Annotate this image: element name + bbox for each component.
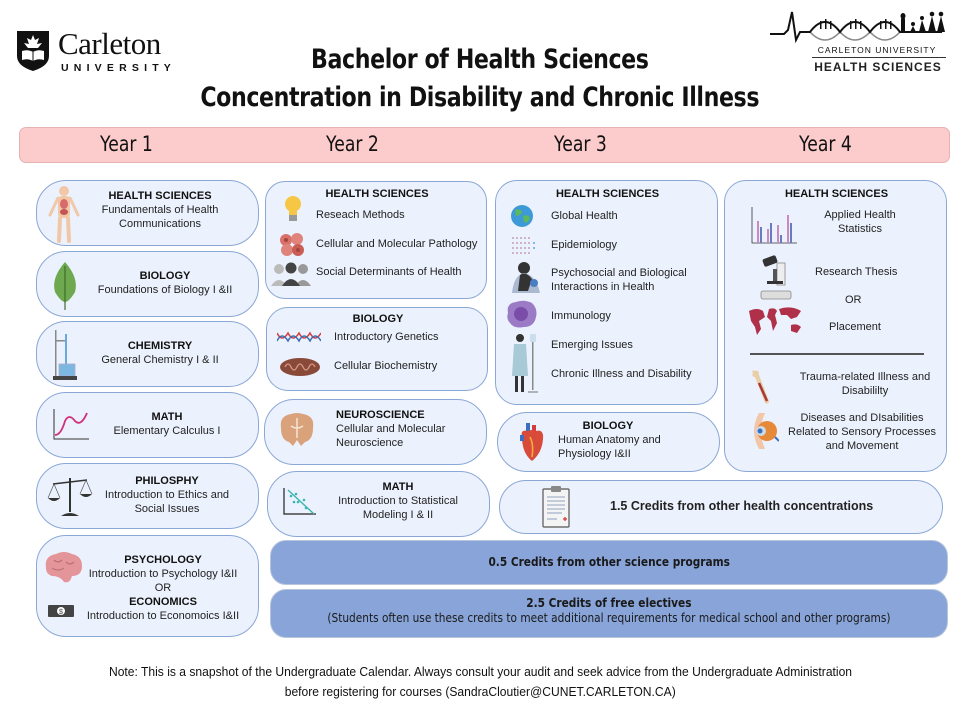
epidemiology-dots-icon (510, 235, 538, 257)
credits-box-science-programs (270, 540, 948, 585)
credits-box-free-electives (270, 589, 948, 638)
year-3-label: Year 3 (554, 132, 607, 156)
subject-label: HEALTH SCIENCES (108, 190, 212, 202)
page-subtitle: Concentration in Disability and Chronic Illness (200, 82, 760, 113)
course-name: Interactions in Health (551, 281, 655, 293)
course-name: Epidemiology (551, 239, 618, 251)
or-label: OR (845, 294, 862, 306)
eye-icon (749, 411, 779, 451)
subject-label: MATH (382, 481, 414, 493)
brain-section-icon (277, 412, 317, 448)
course-name: Physiology I&II (558, 448, 631, 460)
course-name: General Chemistry I & II (101, 354, 219, 366)
subject-label: PSYCHOLOGY (124, 554, 202, 566)
course-name: Introduction to Economoics I&II (86, 610, 240, 622)
money-icon (47, 604, 75, 618)
subject-label: HEALTH SCIENCES (325, 188, 429, 200)
year-4-label: Year 4 (799, 132, 852, 156)
logo-health-sciences-text: HEALTH SCIENCES (814, 60, 942, 74)
course-name: Applied Health (824, 209, 896, 221)
course-name: Modeling I & II (362, 509, 434, 521)
course-name: Chronic Illness and Disability (551, 368, 692, 380)
course-box-ethics (36, 463, 259, 529)
logo-university-text: CARLETON UNIVERSITY (817, 45, 937, 55)
subject-label: BIOLOGY (352, 313, 404, 325)
lightbulb-icon (284, 195, 302, 227)
course-box-year2-health-sciences (265, 181, 487, 299)
course-name: Human Anatomy and (558, 434, 661, 446)
course-box-year3-health-sciences (495, 180, 718, 405)
footer-note (0, 662, 960, 702)
course-box-biology-foundations (36, 251, 259, 317)
course-name: Global Health (551, 210, 618, 222)
course-name: Diseases and DIsabilities (800, 412, 924, 424)
course-box-neuroscience (264, 399, 487, 465)
brain-icon (42, 550, 84, 586)
course-name: Trauma-related Illness and (799, 371, 931, 383)
world-map-icon (747, 305, 803, 337)
subject-label: MATH (151, 411, 183, 423)
people-icon (270, 262, 312, 286)
globe-icon (510, 204, 534, 228)
subject-label: BIOLOGY (582, 420, 634, 432)
mother-child-icon (510, 261, 544, 293)
beaker-icon (51, 328, 79, 382)
course-box-anatomy-physiology (497, 412, 720, 472)
or-label: OR (154, 582, 172, 594)
bone-icon (749, 369, 773, 405)
page-title: Bachelor of Health Sciences (311, 44, 649, 75)
course-box-year4-health-sciences (724, 180, 947, 472)
course-box-calculus (36, 392, 259, 458)
course-name: Introduction to Psychology I&II (88, 568, 238, 580)
year-header-bar (19, 127, 950, 163)
subject-label: NEUROSCIENCE (336, 409, 425, 421)
subject-label: CHEMISTRY (127, 340, 193, 352)
human-anatomy-icon (47, 185, 81, 243)
clipboard-icon (542, 485, 570, 529)
course-name: Neuroscience (336, 437, 404, 449)
heart-icon (518, 423, 546, 463)
credits-label: 1.5 Credits from other health concentrations (610, 499, 874, 513)
graph-icon (51, 407, 91, 445)
course-name: Elementary Calculus I (113, 425, 221, 437)
course-name: Immunology (551, 310, 611, 322)
cells-icon (278, 232, 306, 258)
scatter-plot-icon (282, 486, 318, 520)
course-box-year2-biology (266, 307, 488, 391)
course-name: Social Issues (134, 503, 200, 515)
course-name: Cellular and Molecular (336, 423, 446, 435)
course-name: Psychosocial and Biological (551, 267, 687, 279)
mitochondria-icon (279, 357, 321, 377)
course-name: Communications (119, 218, 201, 230)
course-name: Statistics (837, 223, 882, 235)
course-name: Emerging Issues (551, 339, 633, 351)
course-name: Disabililty (841, 385, 889, 397)
divider (750, 353, 924, 355)
course-name: Placement (829, 321, 881, 333)
credits-note: (Students often use these credits to meet additional requirements for medical school and other programs) (327, 611, 891, 625)
course-name: Cellular Biochemistry (334, 360, 438, 372)
subject-label: PHILOSPHY (135, 475, 199, 487)
credits-box-health-concentrations (499, 480, 943, 534)
dna-icon (277, 331, 321, 343)
note-line-2: before registering for courses (SandraCloutier@CUNET.CARLETON.CA) (284, 684, 676, 699)
course-name: Reseach Methods (316, 209, 405, 221)
course-name: Introduction to Ethics and (104, 489, 230, 501)
year-1-label: Year 1 (100, 132, 153, 156)
logo-name: Carleton (58, 26, 161, 61)
subject-label: HEALTH SCIENCES (784, 188, 889, 200)
course-name: Research Thesis (815, 266, 898, 278)
bar-chart-icon (749, 205, 799, 249)
course-name: Introductory Genetics (334, 331, 439, 343)
heartbeat-dna-icon (770, 8, 950, 44)
course-name: and Movement (825, 440, 899, 452)
course-box-statistical-modeling (267, 471, 490, 537)
credits-label: 0.5 Credits from other science programs (488, 555, 730, 569)
svg-text:$: $ (59, 609, 63, 616)
course-name: Cellular and Molecular Pathology (316, 238, 478, 250)
subject-label: HEALTH SCIENCES (555, 188, 660, 200)
course-name: Social Determinants of Health (316, 266, 462, 278)
course-name: Foundations of Biology I &II (97, 284, 233, 296)
course-box-health-communications (36, 180, 259, 246)
logo-subtitle: UNIVERSITY (61, 62, 177, 74)
patient-iv-icon (510, 332, 540, 396)
course-name: Fundamentals of Health (101, 204, 219, 216)
credits-label: 2.5 Credits of free electives (526, 596, 692, 610)
year-2-label: Year 2 (326, 132, 379, 156)
note-line-1: Note: This is a snapshot of the Undergraduate Calendar. Always consult your audit and seek advice from the Undergraduate Administration (108, 664, 852, 679)
course-box-psychology-or-economics (36, 535, 259, 637)
leaf-icon (51, 260, 79, 312)
immune-cell-icon (504, 299, 538, 329)
course-box-general-chemistry (36, 321, 259, 387)
course-name: Introduction to Statistical (338, 495, 458, 507)
subject-label: ECONOMICS (129, 596, 197, 608)
microscope-icon (759, 253, 795, 301)
subject-label: BIOLOGY (139, 270, 191, 282)
course-name: Related to Sensory Processes (788, 426, 936, 438)
